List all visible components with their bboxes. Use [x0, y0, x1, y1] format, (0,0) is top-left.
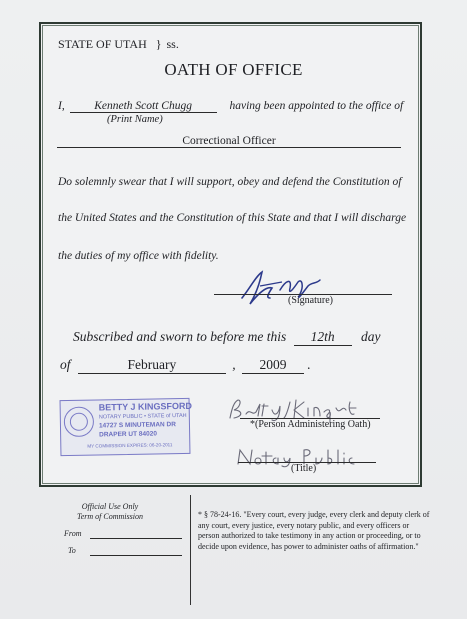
- stamp-line-4: DRAPER UT 84020: [99, 430, 157, 439]
- signature-caption: (Signature): [288, 295, 333, 306]
- stamp-line-5: MY COMMISSION EXPIRES: 06-20-2011: [87, 442, 173, 449]
- ss-abbrev: ss.: [166, 37, 179, 51]
- from-label: From: [64, 529, 82, 538]
- footer-divider: [190, 495, 191, 605]
- stamp-line-3: 14727 S MINUTEMAN DR: [98, 421, 176, 430]
- oath-text-line-1: Do solemnly swear that I will support, obey and defend the Constitution of: [58, 176, 402, 188]
- pronoun-i: I,: [58, 100, 65, 112]
- oath-text-line-3: the duties of my office with fidelity.: [58, 250, 219, 262]
- office-title: Correctional Officer: [182, 135, 276, 147]
- day-word: day: [361, 329, 381, 344]
- day-field: 12th: [294, 329, 352, 346]
- statute-text: * § 78-24-16. "Every court, every judge, every clerk and deputy clerk of any court, every justice, every notary public, and every officers or person authorized to take testimony in any action or proceeding, or to decide upon evidence, has power to administer oaths of affirmation.": [198, 510, 430, 551]
- month-field: February: [78, 357, 226, 374]
- appointment-suffix: having been appointed to the office of: [229, 100, 404, 112]
- print-name-caption: (Print Name): [107, 114, 163, 125]
- stamp-line-2: NOTARY PUBLIC • STATE of UTAH: [98, 412, 187, 421]
- year-field: 2009: [242, 357, 304, 374]
- notary-stamp: [60, 398, 191, 456]
- title-caption: (Title): [291, 463, 317, 474]
- of-word: of: [60, 357, 71, 372]
- date-period: .: [307, 357, 311, 372]
- term-of-commission-heading: Term of Commission: [77, 512, 143, 521]
- document-title: OATH OF OFFICE: [164, 60, 303, 79]
- printed-name-field: Kenneth Scott Chugg: [70, 100, 217, 113]
- to-field[interactable]: [90, 555, 182, 556]
- venue-brace: }: [155, 37, 162, 51]
- office-field: [57, 135, 401, 148]
- date-comma: ,: [232, 357, 236, 372]
- to-label: To: [68, 546, 76, 555]
- stamp-name: BETTY J KINGSFORD: [98, 400, 193, 413]
- sworn-text: Subscribed and sworn to before me this: [73, 329, 287, 344]
- date-line: [60, 357, 311, 374]
- state-venue: [58, 37, 179, 52]
- sworn-line: [73, 329, 381, 346]
- appointment-line: [58, 100, 403, 113]
- state-line: STATE OF UTAH: [58, 37, 147, 51]
- from-field[interactable]: [90, 538, 182, 539]
- state-seal-icon: [64, 407, 95, 438]
- oath-text-line-2: the United States and the Constitution of this State and that I will discharge: [58, 212, 407, 224]
- administrator-caption: *(Person Administering Oath): [250, 419, 371, 430]
- official-use-heading: Official Use Only: [81, 502, 139, 511]
